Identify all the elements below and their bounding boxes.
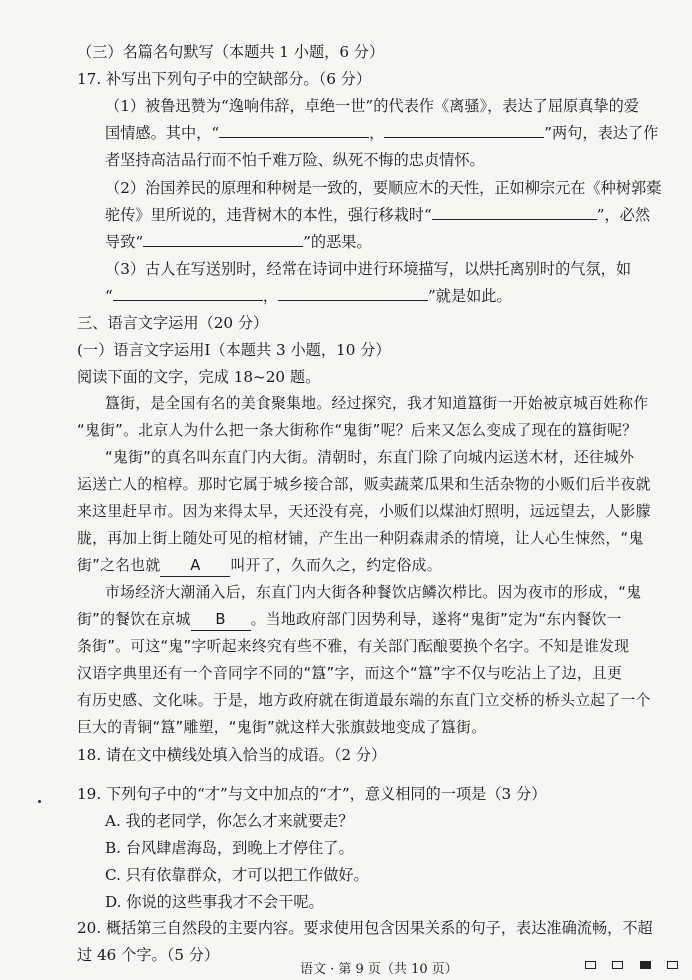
q17-part1-line3: 者坚持高洁品行而不怕千难万险、纵死不悔的忠贞情怀。 — [105, 151, 485, 169]
passage-line: 有历史感、文化味。于是，地方政府就在街道最东端的东直门立交桥的桥头立起了一个 — [77, 692, 651, 709]
subsection1-title: (一）语言文字运用Ⅰ（本题共 3 小题，10 分） — [77, 341, 391, 359]
q17-part2-line3: 导致“ ”的恶果。 — [105, 233, 372, 251]
passage-line: “鬼街”。北京人为什么把一条大街称作“鬼街”呢？后来又怎么变成了现在的簋街呢？ — [77, 422, 638, 439]
q17-part1-line2: 国情感。其中，“ ， ”两句，表达了作 — [105, 124, 659, 142]
q17-part3-line1: （3）古人在写送别时，经常在诗词中进行环境描写，以烘托离别时的气氛，如 — [105, 260, 632, 278]
answer-blank[interactable] — [219, 123, 369, 138]
q17-part3-line2: “ ， ”就是如此。 — [105, 287, 512, 305]
q17-stem: 17. 补写出下列句子中的空缺部分。（6 分） — [77, 70, 372, 88]
q18-stem: 18. 请在文中横线处填入恰当的成语。（2 分） — [77, 746, 387, 764]
passage-line: 运送亡人的棺椁。那时它属于城乡接合部，贩卖蔬菜瓜果和生活杂物的小贩们后半夜就 — [77, 476, 651, 493]
q17-part2-line1: （2）治国养民的原理和种树是一致的，要顺应木的天性，正如柳宗元在《种树郭橐 — [105, 179, 662, 197]
q20-stem-line1: 20. 概括第三自然段的主要内容。要求使用包含因果关系的句子，表达准确流畅，不超 — [77, 919, 653, 937]
reading-intro: 阅读下面的文字，完成 18~20 题。 — [77, 368, 321, 386]
q19-option-d[interactable]: D. 你说的这些事我才不会干呢。 — [105, 893, 324, 911]
passage-line: 条街”。可这“鬼”字听起来终究有些不雅，有关部门酝酿要换个名字。不知是谁发现 — [77, 638, 630, 655]
passage-line: “鬼街”的真名叫东直门内大街。清朝时，东直门除了向城内运送木材，还往城外 — [105, 449, 635, 466]
q19-option-c[interactable]: C. 只有依靠群众，才可以把工作做好。 — [105, 866, 369, 884]
registration-mark — [640, 961, 651, 969]
part3-title: 三、语言文字运用（20 分） — [77, 314, 269, 332]
answer-blank[interactable] — [113, 286, 263, 301]
q17-part1-line1: （1）被鲁迅赞为“逸响伟辞，卓绝一世”的代表作《离骚》，表达了屈原真挚的爱 — [105, 97, 639, 115]
answer-blank[interactable] — [384, 123, 544, 138]
passage-line: 巨大的青铜“簋”雕塑，“鬼街”就这样大张旗鼓地变成了簋街。 — [77, 719, 487, 736]
passage-line: 市场经济大潮涌入后，东直门内大街各种餐饮店鳞次栉比。因为夜市的形成，“鬼 — [105, 584, 642, 601]
q20-stem-line2: 过 46 个字。（5 分） — [77, 946, 220, 964]
passage-line: 来这里赶早市。因为来得太早，天还没有亮，小贩们以煤油灯照明，远远望去，人影朦 — [77, 503, 651, 520]
q19-option-a[interactable]: A. 我的老同学，你怎么才来就要走？ — [105, 812, 354, 830]
answer-blank[interactable] — [278, 286, 428, 301]
passage-line: 胧，再加上街上随处可见的棺材铺，产生出一种阴森肃杀的情境，让人心生悚然，“鬼 — [77, 530, 644, 547]
q19-option-b[interactable]: B. 台风肆虐海岛，到晚上才停住了。 — [105, 839, 354, 857]
blank-a: A — [160, 556, 230, 577]
registration-mark — [612, 961, 623, 969]
page-footer: 语文 · 第 9 页（共 10 页） — [300, 962, 458, 977]
passage-line: 街”的餐饮在京城 B 。当地政府部门因势利导，遂将“鬼街”定为“东内餐饮一 — [77, 610, 622, 631]
stray-dot — [38, 800, 41, 803]
blank-b: B — [191, 610, 251, 631]
passage-line: 街”之名也就 A 叫开了，久而久之，约定俗成。 — [77, 556, 442, 577]
registration-mark — [585, 961, 596, 969]
q17-part2-line2: 驼传》里所说的，违背树木的本性，强行移栽时“ ”，必然 — [105, 206, 651, 224]
q19-stem: 19. 下列句子中的“才”与文中加点的“才”，意义相同的一项是（3 分） — [77, 785, 547, 803]
answer-blank[interactable] — [432, 205, 597, 220]
answer-blank[interactable] — [143, 232, 303, 247]
section3-title: （三）名篇名句默写（本题共 1 小题，6 分） — [77, 43, 385, 61]
passage-line: 汉语字典里还有一个音同字不同的“簋”字，而这个“簋”字不仅与吃沾上了边，且更 — [77, 665, 623, 682]
registration-mark — [667, 961, 678, 969]
passage-line: 簋街，是全国有名的美食聚集地。经过探究，我才知道簋街一开始被京城百姓称作 — [105, 395, 649, 412]
